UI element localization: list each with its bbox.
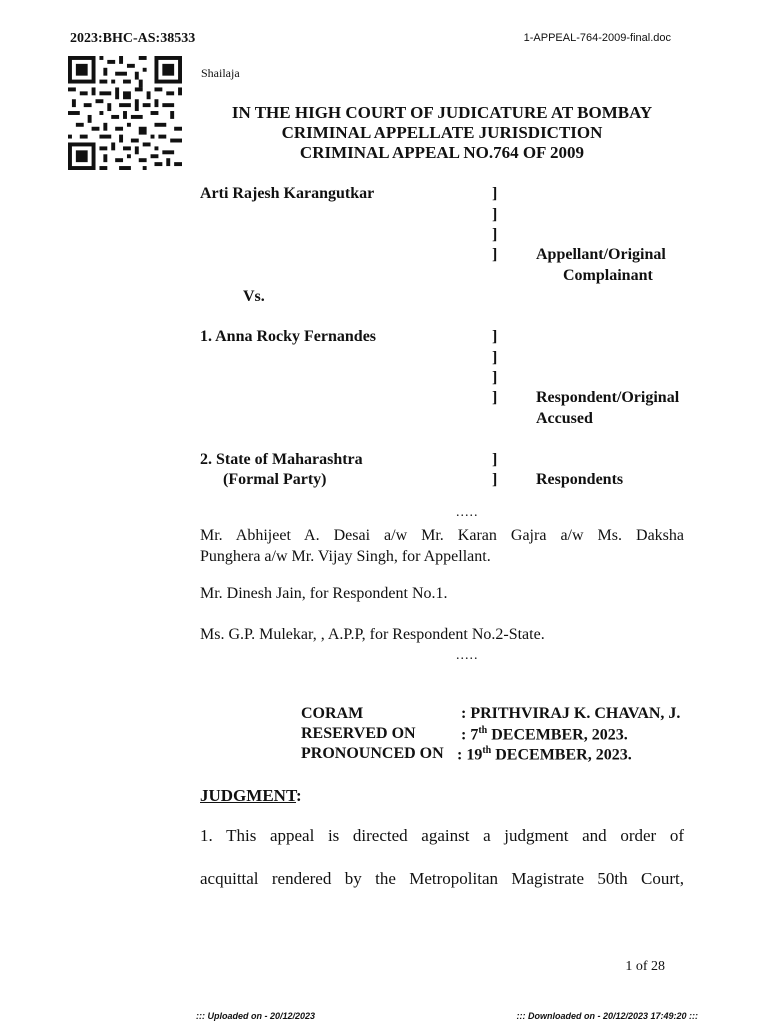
court-title-line-1: IN THE HIGH COURT OF JUDICATURE AT BOMBAY [231,103,653,122]
bracket: ] [492,226,498,243]
bracket: ] [492,451,498,468]
appellant-role-sub: Complainant [563,267,653,284]
separator-dots: ..... [456,505,479,520]
coram-judge: : PRITHVIRAJ K. CHAVAN, J. [461,705,681,722]
judgment-heading-wrap: JUDGMENT: [200,786,302,805]
respondent-2-name: 2. State of Maharashtra [200,451,363,468]
paragraph-1-line-1: 1. This appeal is directed against a judgment and order of [200,826,684,845]
qr-code-icon [68,56,182,170]
bracket: ] [492,349,498,366]
bracket: ] [492,471,498,488]
file-name: 1-APPEAL-764-2009-final.doc [523,32,671,44]
bracket: ] [492,185,498,202]
bracket: ] [492,246,498,263]
bracket: ] [492,328,498,345]
reserved-on-label: RESERVED ON [301,725,416,742]
bracket: ] [492,389,498,406]
respondent-1-role-sub: Accused [536,410,593,427]
coram-label: CORAM [301,705,364,722]
signer-name: Shailaja [201,66,240,80]
page-number: 1 of 28 [625,959,665,974]
pronounced-on-label: PRONOUNCED ON [301,745,444,762]
respondent-2-sub: (Formal Party) [223,471,327,488]
court-title [200,103,684,163]
reserved-on-date: : 7th DECEMBER, 2023. [461,725,628,744]
paragraph-1-line-2: acquittal rendered by the Metropolitan Magistrate 50th Court, [200,869,684,888]
judgment-heading: JUDGMENT [200,786,297,805]
bracket: ] [492,206,498,223]
respondent-1-role: Respondent/Original [536,389,680,406]
counsel-appellant-line-2: Punghera a/w Mr. Vijay Singh, for Appellant. [200,548,491,565]
footer-downloaded: ::: Downloaded on - 20/12/2023 17:49:20 ::: [516,1011,698,1021]
versus-label: Vs. [243,288,265,305]
court-title-line-3: CRIMINAL APPEAL NO.764 OF 2009 [299,143,585,162]
separator-dots: ..... [456,648,479,663]
neutral-citation: 2023:BHC-AS:38533 [70,31,196,46]
counsel-respondent-2: Ms. G.P. Mulekar, , A.P.P, for Respondent No.2-State. [200,626,545,643]
appellant-role: Appellant/Original [536,246,666,263]
court-title-line-2: CRIMINAL APPELLATE JURISDICTION [281,123,603,142]
counsel-appellant-line-1: Mr. Abhijeet A. Desai a/w Mr. Karan Gajra a/w Ms. Daksha [200,527,684,544]
footer-uploaded: ::: Uploaded on - 20/12/2023 [196,1011,316,1021]
counsel-respondent-1: Mr. Dinesh Jain, for Respondent No.1. [200,585,448,602]
pronounced-on-date: : 19th DECEMBER, 2023. [457,745,632,764]
respondent-1-name: 1. Anna Rocky Fernandes [200,328,377,345]
bracket: ] [492,369,498,386]
appellant-name: Arti Rajesh Karangutkar [200,185,375,202]
respondent-2-role: Respondents [536,471,624,488]
